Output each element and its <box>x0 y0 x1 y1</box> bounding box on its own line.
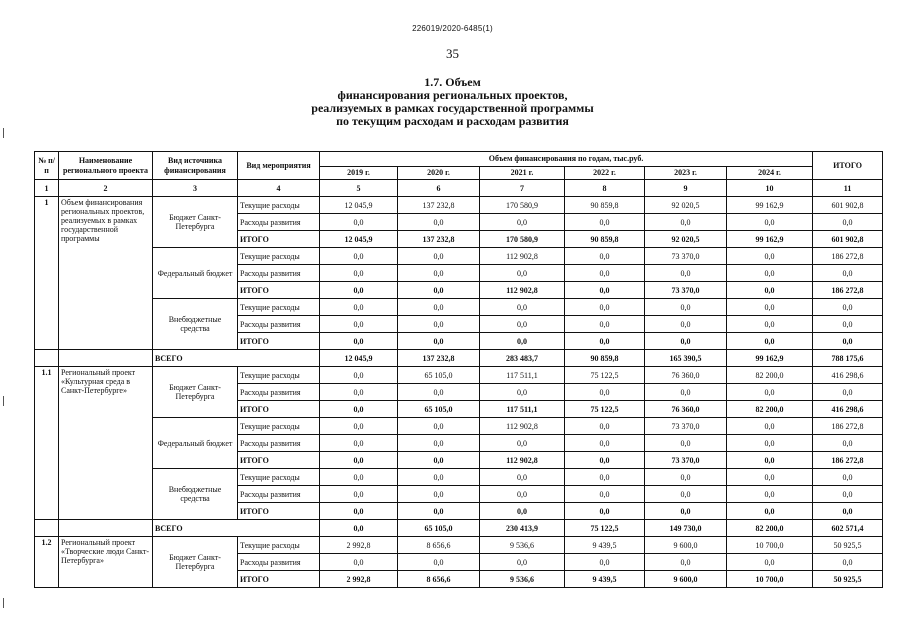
total-amount: 149 730,0 <box>645 520 727 537</box>
amount-cell: 0,0 <box>320 469 398 486</box>
funding-source: Внебюджетные средства <box>153 469 238 520</box>
amount-cell: 50 925,5 <box>813 571 883 588</box>
amount-cell: 99 162,9 <box>727 231 813 248</box>
amount-cell: 90 859,8 <box>565 197 645 214</box>
amount-cell: 0,0 <box>398 469 480 486</box>
amount-cell: 0,0 <box>565 265 645 282</box>
column-index: 11 <box>813 180 883 197</box>
amount-cell: 0,0 <box>398 486 480 503</box>
amount-cell: 0,0 <box>565 503 645 520</box>
amount-cell: 8 656,6 <box>398 537 480 554</box>
total-amount: 75 122,5 <box>565 520 645 537</box>
row-number: 1.1 <box>35 367 59 520</box>
header-source: Вид источника финансирования <box>153 152 238 180</box>
amount-cell: 186 272,8 <box>813 248 883 265</box>
binding-mark <box>3 396 4 406</box>
amount-cell: 186 272,8 <box>813 452 883 469</box>
activity-type: Расходы развития <box>238 486 320 503</box>
amount-cell: 0,0 <box>398 435 480 452</box>
row-number: 1 <box>35 197 59 350</box>
activity-type: Расходы развития <box>238 384 320 401</box>
activity-type: Текущие расходы <box>238 248 320 265</box>
amount-cell: 186 272,8 <box>813 282 883 299</box>
total-spacer <box>35 520 59 537</box>
amount-cell: 0,0 <box>645 384 727 401</box>
activity-type: Расходы развития <box>238 214 320 231</box>
activity-type: Текущие расходы <box>238 469 320 486</box>
amount-cell: 0,0 <box>320 248 398 265</box>
amount-cell: 0,0 <box>727 282 813 299</box>
amount-cell: 0,0 <box>320 401 398 418</box>
column-index: 7 <box>480 180 565 197</box>
amount-cell: 0,0 <box>480 214 565 231</box>
amount-cell: 2 992,8 <box>320 571 398 588</box>
amount-cell: 0,0 <box>320 265 398 282</box>
activity-type: ИТОГО <box>238 452 320 469</box>
amount-cell: 0,0 <box>645 503 727 520</box>
amount-cell: 73 370,0 <box>645 282 727 299</box>
amount-cell: 0,0 <box>398 554 480 571</box>
amount-cell: 0,0 <box>398 214 480 231</box>
amount-cell: 0,0 <box>320 486 398 503</box>
amount-cell: 0,0 <box>813 469 883 486</box>
document-number: 226019/2020-6485(1) <box>412 24 493 33</box>
amount-cell: 65 105,0 <box>398 401 480 418</box>
amount-cell: 0,0 <box>565 248 645 265</box>
project-name: Объем финансирования региональных проектов, реализуемых в рамках государственной программы <box>59 197 153 350</box>
header-no: № п/п <box>35 152 59 180</box>
amount-cell: 0,0 <box>813 299 883 316</box>
header-year: 2019 г. <box>320 167 398 180</box>
header-activity: Вид мероприятия <box>238 152 320 180</box>
column-index: 9 <box>645 180 727 197</box>
amount-cell: 10 700,0 <box>727 571 813 588</box>
amount-cell: 601 902,8 <box>813 231 883 248</box>
amount-cell: 0,0 <box>727 248 813 265</box>
total-amount: 137 232,8 <box>398 350 480 367</box>
amount-cell: 90 859,8 <box>565 231 645 248</box>
header-year: 2022 г. <box>565 167 645 180</box>
amount-cell: 75 122,5 <box>565 401 645 418</box>
total-amount: 602 571,4 <box>813 520 883 537</box>
header-year: 2023 г. <box>645 167 727 180</box>
amount-cell: 99 162,9 <box>727 197 813 214</box>
total-amount: 12 045,9 <box>320 350 398 367</box>
page-number: 35 <box>446 46 459 61</box>
title-line: финансирования региональных проектов, <box>337 88 568 102</box>
column-index-row <box>35 180 883 197</box>
amount-cell: 0,0 <box>398 333 480 350</box>
financing-table <box>34 151 883 588</box>
amount-cell: 0,0 <box>398 265 480 282</box>
total-amount: 65 105,0 <box>398 520 480 537</box>
amount-cell: 0,0 <box>727 486 813 503</box>
amount-cell: 0,0 <box>813 384 883 401</box>
amount-cell: 0,0 <box>645 469 727 486</box>
amount-cell: 0,0 <box>398 248 480 265</box>
amount-cell: 0,0 <box>320 554 398 571</box>
amount-cell: 0,0 <box>565 554 645 571</box>
activity-type: Текущие расходы <box>238 537 320 554</box>
amount-cell: 76 360,0 <box>645 401 727 418</box>
amount-cell: 0,0 <box>645 486 727 503</box>
total-amount: 165 390,5 <box>645 350 727 367</box>
activity-type: Расходы развития <box>238 316 320 333</box>
project-name: Региональный проект «Культурная среда в Санкт-Петербурге» <box>59 367 153 520</box>
column-index: 4 <box>238 180 320 197</box>
funding-source: Бюджет Санкт-Петербурга <box>153 537 238 588</box>
amount-cell: 0,0 <box>398 503 480 520</box>
amount-cell: 0,0 <box>480 503 565 520</box>
amount-cell: 0,0 <box>480 265 565 282</box>
amount-cell: 82 200,0 <box>727 367 813 384</box>
total-label: ВСЕГО <box>153 520 320 537</box>
title-line: 1.7. Объем <box>424 75 481 89</box>
amount-cell: 82 200,0 <box>727 401 813 418</box>
amount-cell: 0,0 <box>565 299 645 316</box>
amount-cell: 0,0 <box>813 503 883 520</box>
amount-cell: 0,0 <box>565 333 645 350</box>
amount-cell: 73 370,0 <box>645 418 727 435</box>
column-index: 5 <box>320 180 398 197</box>
table-row <box>35 418 883 435</box>
amount-cell: 0,0 <box>645 333 727 350</box>
amount-cell: 601 902,8 <box>813 197 883 214</box>
column-index: 2 <box>59 180 153 197</box>
amount-cell: 2 992,8 <box>320 537 398 554</box>
amount-cell: 186 272,8 <box>813 418 883 435</box>
amount-cell: 416 298,6 <box>813 367 883 384</box>
activity-type: ИТОГО <box>238 333 320 350</box>
activity-type: Расходы развития <box>238 265 320 282</box>
amount-cell: 0,0 <box>645 265 727 282</box>
amount-cell: 137 232,8 <box>398 231 480 248</box>
binding-mark <box>3 128 4 138</box>
amount-cell: 9 536,6 <box>480 537 565 554</box>
total-amount: 0,0 <box>320 520 398 537</box>
amount-cell: 12 045,9 <box>320 197 398 214</box>
amount-cell: 0,0 <box>398 418 480 435</box>
amount-cell: 73 370,0 <box>645 452 727 469</box>
amount-cell: 0,0 <box>727 265 813 282</box>
amount-cell: 0,0 <box>480 486 565 503</box>
amount-cell: 0,0 <box>398 384 480 401</box>
amount-cell: 112 902,8 <box>480 452 565 469</box>
amount-cell: 170 580,9 <box>480 197 565 214</box>
amount-cell: 416 298,6 <box>813 401 883 418</box>
amount-cell: 0,0 <box>480 316 565 333</box>
section-total-row <box>35 350 883 367</box>
title-line: реализуемых в рамках государственной программы <box>311 101 594 115</box>
section-total-row <box>35 520 883 537</box>
amount-cell: 0,0 <box>565 435 645 452</box>
total-label: ВСЕГО <box>153 350 320 367</box>
amount-cell: 0,0 <box>727 452 813 469</box>
amount-cell: 0,0 <box>645 435 727 452</box>
table-row <box>35 248 883 265</box>
amount-cell: 0,0 <box>320 316 398 333</box>
amount-cell: 0,0 <box>727 316 813 333</box>
total-amount: 283 483,7 <box>480 350 565 367</box>
amount-cell: 0,0 <box>727 333 813 350</box>
amount-cell: 0,0 <box>727 214 813 231</box>
activity-type: Текущие расходы <box>238 418 320 435</box>
amount-cell: 0,0 <box>645 214 727 231</box>
amount-cell: 0,0 <box>813 316 883 333</box>
amount-cell: 0,0 <box>320 214 398 231</box>
amount-cell: 0,0 <box>813 486 883 503</box>
total-amount: 99 162,9 <box>727 350 813 367</box>
amount-cell: 0,0 <box>565 486 645 503</box>
amount-cell: 75 122,5 <box>565 367 645 384</box>
total-amount: 90 859,8 <box>565 350 645 367</box>
amount-cell: 137 232,8 <box>398 197 480 214</box>
amount-cell: 0,0 <box>320 503 398 520</box>
header-year: 2024 г. <box>727 167 813 180</box>
header-project-name: Наименование регионального проекта <box>59 152 153 180</box>
amount-cell: 9 600,0 <box>645 537 727 554</box>
total-spacer <box>59 520 153 537</box>
amount-cell: 0,0 <box>480 554 565 571</box>
amount-cell: 0,0 <box>645 299 727 316</box>
amount-cell: 0,0 <box>320 435 398 452</box>
amount-cell: 0,0 <box>565 214 645 231</box>
amount-cell: 112 902,8 <box>480 282 565 299</box>
amount-cell: 0,0 <box>480 333 565 350</box>
total-amount: 788 175,6 <box>813 350 883 367</box>
amount-cell: 0,0 <box>320 282 398 299</box>
amount-cell: 8 656,6 <box>398 571 480 588</box>
amount-cell: 0,0 <box>727 469 813 486</box>
amount-cell: 0,0 <box>565 384 645 401</box>
amount-cell: 0,0 <box>320 367 398 384</box>
amount-cell: 0,0 <box>813 435 883 452</box>
header-volume: Объем финансирования по годам, тыс.руб. <box>320 152 813 167</box>
amount-cell: 0,0 <box>480 469 565 486</box>
total-amount: 82 200,0 <box>727 520 813 537</box>
activity-type: ИТОГО <box>238 282 320 299</box>
activity-type: ИТОГО <box>238 503 320 520</box>
amount-cell: 10 700,0 <box>727 537 813 554</box>
amount-cell: 0,0 <box>320 299 398 316</box>
amount-cell: 0,0 <box>480 384 565 401</box>
amount-cell: 0,0 <box>813 214 883 231</box>
amount-cell: 0,0 <box>727 503 813 520</box>
amount-cell: 9 536,6 <box>480 571 565 588</box>
amount-cell: 117 511,1 <box>480 367 565 384</box>
amount-cell: 0,0 <box>645 316 727 333</box>
row-number: 1.2 <box>35 537 59 588</box>
amount-cell: 9 600,0 <box>645 571 727 588</box>
amount-cell: 0,0 <box>813 265 883 282</box>
total-amount: 230 413,9 <box>480 520 565 537</box>
amount-cell: 0,0 <box>320 333 398 350</box>
amount-cell: 0,0 <box>727 384 813 401</box>
column-index: 6 <box>398 180 480 197</box>
amount-cell: 0,0 <box>398 452 480 469</box>
amount-cell: 0,0 <box>727 435 813 452</box>
column-index: 10 <box>727 180 813 197</box>
column-index: 3 <box>153 180 238 197</box>
amount-cell: 73 370,0 <box>645 248 727 265</box>
activity-type: Текущие расходы <box>238 299 320 316</box>
amount-cell: 65 105,0 <box>398 367 480 384</box>
amount-cell: 9 439,5 <box>565 537 645 554</box>
table-row <box>35 299 883 316</box>
amount-cell: 12 045,9 <box>320 231 398 248</box>
amount-cell: 0,0 <box>813 554 883 571</box>
amount-cell: 0,0 <box>565 282 645 299</box>
amount-cell: 112 902,8 <box>480 418 565 435</box>
activity-type: Расходы развития <box>238 554 320 571</box>
amount-cell: 0,0 <box>480 299 565 316</box>
amount-cell: 0,0 <box>480 435 565 452</box>
header-year: 2020 г. <box>398 167 480 180</box>
total-spacer <box>59 350 153 367</box>
amount-cell: 9 439,5 <box>565 571 645 588</box>
header-year: 2021 г. <box>480 167 565 180</box>
amount-cell: 0,0 <box>565 316 645 333</box>
funding-source: Федеральный бюджет <box>153 248 238 299</box>
title-line: по текущим расходам и расходам развития <box>336 114 569 128</box>
page-title <box>0 76 905 128</box>
project-name: Региональный проект «Творческие люди Санкт-Петербурга» <box>59 537 153 588</box>
funding-source: Бюджет Санкт-Петербурга <box>153 367 238 418</box>
activity-type: ИТОГО <box>238 571 320 588</box>
total-spacer <box>35 350 59 367</box>
activity-type: ИТОГО <box>238 401 320 418</box>
amount-cell: 0,0 <box>320 418 398 435</box>
funding-source: Бюджет Санкт-Петербурга <box>153 197 238 248</box>
amount-cell: 0,0 <box>565 418 645 435</box>
amount-cell: 0,0 <box>398 299 480 316</box>
amount-cell: 0,0 <box>645 554 727 571</box>
table-row <box>35 367 883 384</box>
header-total: ИТОГО <box>813 152 883 180</box>
amount-cell: 0,0 <box>320 384 398 401</box>
amount-cell: 0,0 <box>565 452 645 469</box>
amount-cell: 92 020,5 <box>645 197 727 214</box>
activity-type: Текущие расходы <box>238 367 320 384</box>
activity-type: Расходы развития <box>238 435 320 452</box>
activity-type: ИТОГО <box>238 231 320 248</box>
amount-cell: 0,0 <box>727 554 813 571</box>
amount-cell: 0,0 <box>565 469 645 486</box>
amount-cell: 0,0 <box>398 282 480 299</box>
amount-cell: 76 360,0 <box>645 367 727 384</box>
amount-cell: 92 020,5 <box>645 231 727 248</box>
activity-type: Текущие расходы <box>238 197 320 214</box>
amount-cell: 112 902,8 <box>480 248 565 265</box>
funding-source: Внебюджетные средства <box>153 299 238 350</box>
amount-cell: 0,0 <box>320 452 398 469</box>
amount-cell: 0,0 <box>727 299 813 316</box>
table-row <box>35 197 883 214</box>
amount-cell: 50 925,5 <box>813 537 883 554</box>
amount-cell: 170 580,9 <box>480 231 565 248</box>
amount-cell: 0,0 <box>727 418 813 435</box>
column-index: 8 <box>565 180 645 197</box>
amount-cell: 0,0 <box>398 316 480 333</box>
column-index: 1 <box>35 180 59 197</box>
funding-source: Федеральный бюджет <box>153 418 238 469</box>
amount-cell: 117 511,1 <box>480 401 565 418</box>
table-row <box>35 537 883 554</box>
table-row <box>35 469 883 486</box>
amount-cell: 0,0 <box>813 333 883 350</box>
binding-mark <box>3 598 4 608</box>
